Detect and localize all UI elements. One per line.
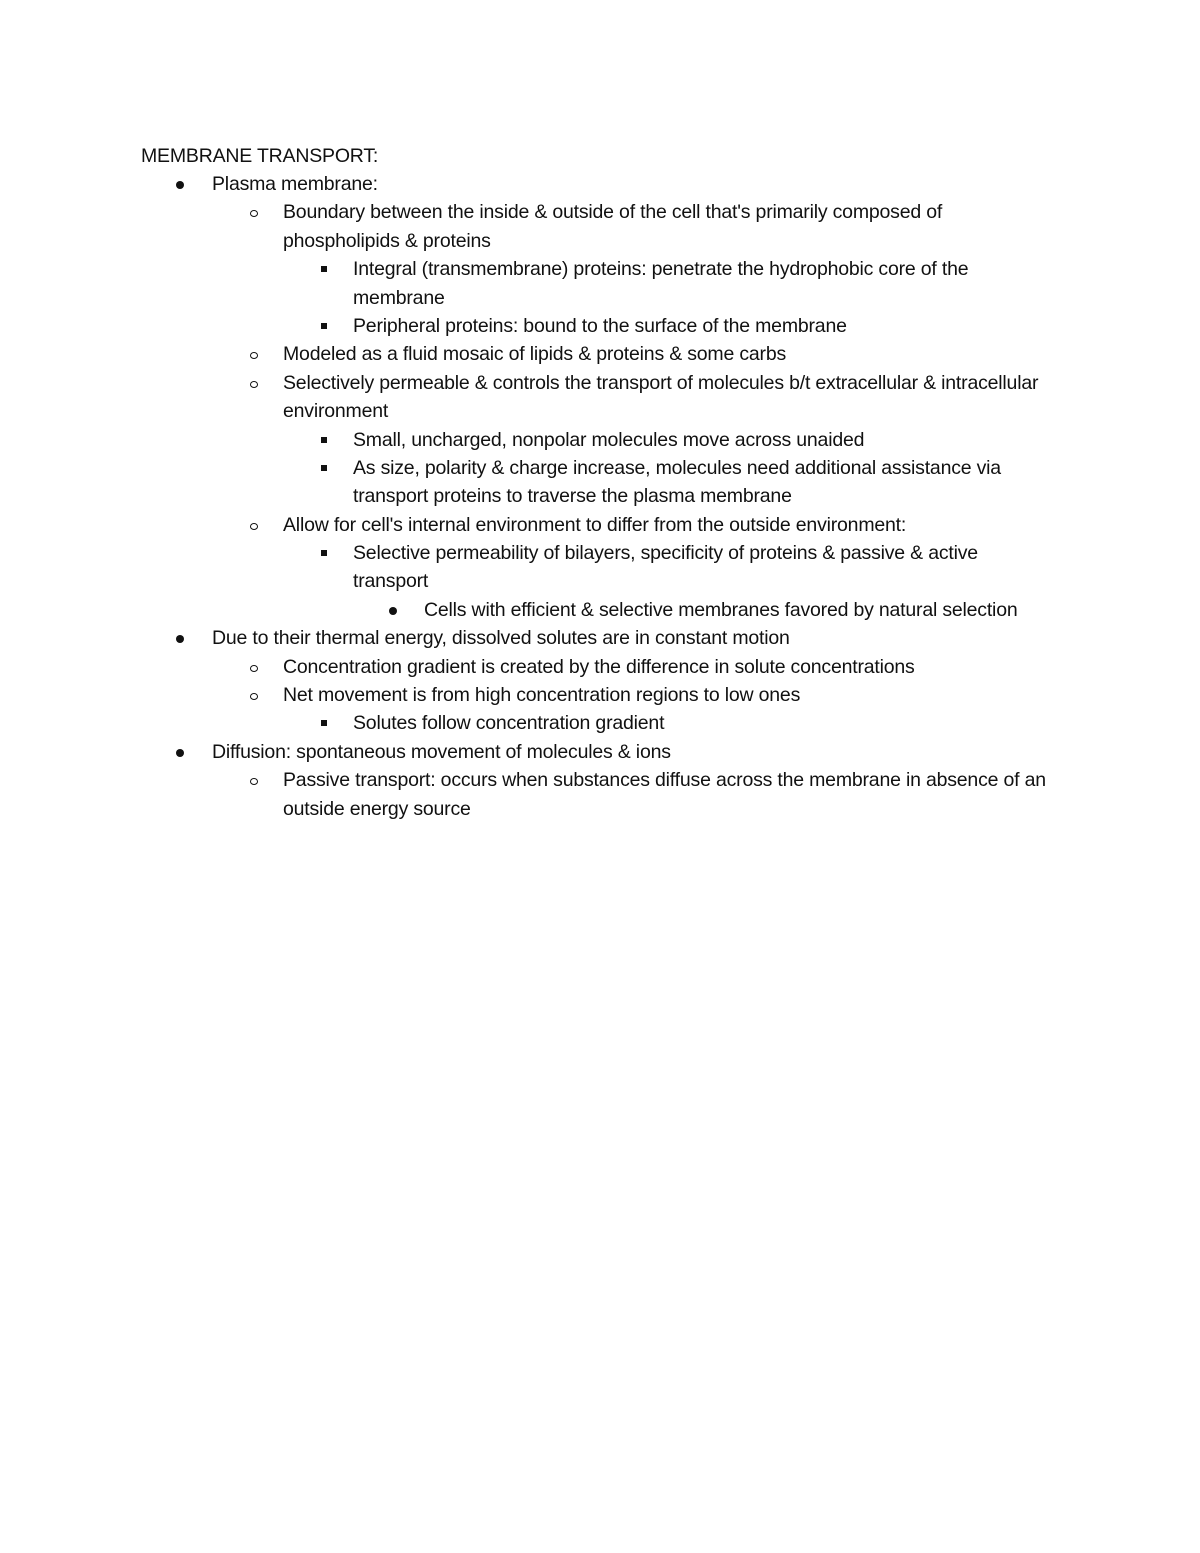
outline-list <box>0 170 1200 823</box>
outline-item-text: Passive transport: occurs when substances diffuse across the membrane in absence of an <box>283 769 1046 792</box>
outline-item-level-3 <box>0 539 1200 567</box>
outline-item-text: Modeled as a fluid mosaic of lipids & proteins & some carbs <box>283 343 787 366</box>
outline-item-text: Small, uncharged, nonpolar molecules move across unaided <box>353 428 865 451</box>
outline-item-level-3 <box>0 709 1200 737</box>
outline-item-level-2 <box>0 511 1200 539</box>
outline-item-text: Selective permeability of bilayers, specificity of proteins & passive & active <box>353 542 978 565</box>
outline-item-level-2 <box>0 369 1200 397</box>
outline-item-text: outside energy source <box>283 797 471 820</box>
outline-item-text: As size, polarity & charge increase, molecules need additional assistance via <box>353 456 1001 479</box>
outline-item-level-3 <box>0 255 1200 283</box>
outline-item-text: Integral (transmembrane) proteins: penetrate the hydrophobic core of the <box>353 258 969 281</box>
outline-item-text: membrane <box>353 286 445 309</box>
outline-item-text: Selectively permeable & controls the transport of molecules b/t extracellular & intracellular <box>283 371 1039 394</box>
outline-item-text: Diffusion: spontaneous movement of molecules & ions <box>212 740 671 763</box>
outline-item-text: Cells with efficient & selective membranes favored by natural selection <box>424 598 1018 621</box>
outline-item-level-3 <box>0 312 1200 340</box>
outline-item-text: Concentration gradient is created by the difference in solute concentrations <box>283 655 915 678</box>
outline-item-text: transport proteins to traverse the plasma membrane <box>353 485 792 508</box>
outline-item-text: phospholipids & proteins <box>283 229 491 252</box>
outline-continuation-line <box>0 227 1200 255</box>
outline-continuation-line <box>0 284 1200 312</box>
outline-item-text: Solutes follow concentration gradient <box>353 712 665 735</box>
outline-item-text: transport <box>353 570 429 593</box>
outline-item-text: Peripheral proteins: bound to the surface of the membrane <box>353 314 847 337</box>
outline-item-text: environment <box>283 400 389 423</box>
outline-continuation-line <box>0 567 1200 595</box>
outline-item-level-2 <box>0 198 1200 226</box>
outline-item-text: Due to their thermal energy, dissolved solutes are in constant motion <box>212 627 790 650</box>
outline-item-level-2 <box>0 653 1200 681</box>
outline-item-level-2 <box>0 340 1200 368</box>
outline-item-level-1 <box>0 738 1200 766</box>
outline-item-level-2 <box>0 766 1200 794</box>
outline-item-text: Net movement is from high concentration regions to low ones <box>283 684 801 707</box>
outline-item-level-1 <box>0 624 1200 652</box>
outline-item-level-3 <box>0 454 1200 482</box>
outline-item-level-2 <box>0 681 1200 709</box>
outline-item-level-1 <box>0 170 1200 198</box>
outline-item-level-3 <box>0 426 1200 454</box>
outline-continuation-line <box>0 482 1200 510</box>
outline-item-text: Plasma membrane: <box>212 173 378 195</box>
outline-item-text: Boundary between the inside & outside of the cell that's primarily composed of <box>283 201 943 224</box>
outline-continuation-line <box>0 397 1200 425</box>
document-title: MEMBRANE TRANSPORT: <box>141 145 379 167</box>
outline-item-text: Allow for cell's internal environment to differ from the outside environment: <box>283 513 907 536</box>
outline-continuation-line <box>0 795 1200 823</box>
outline-item-level-4 <box>0 596 1200 624</box>
